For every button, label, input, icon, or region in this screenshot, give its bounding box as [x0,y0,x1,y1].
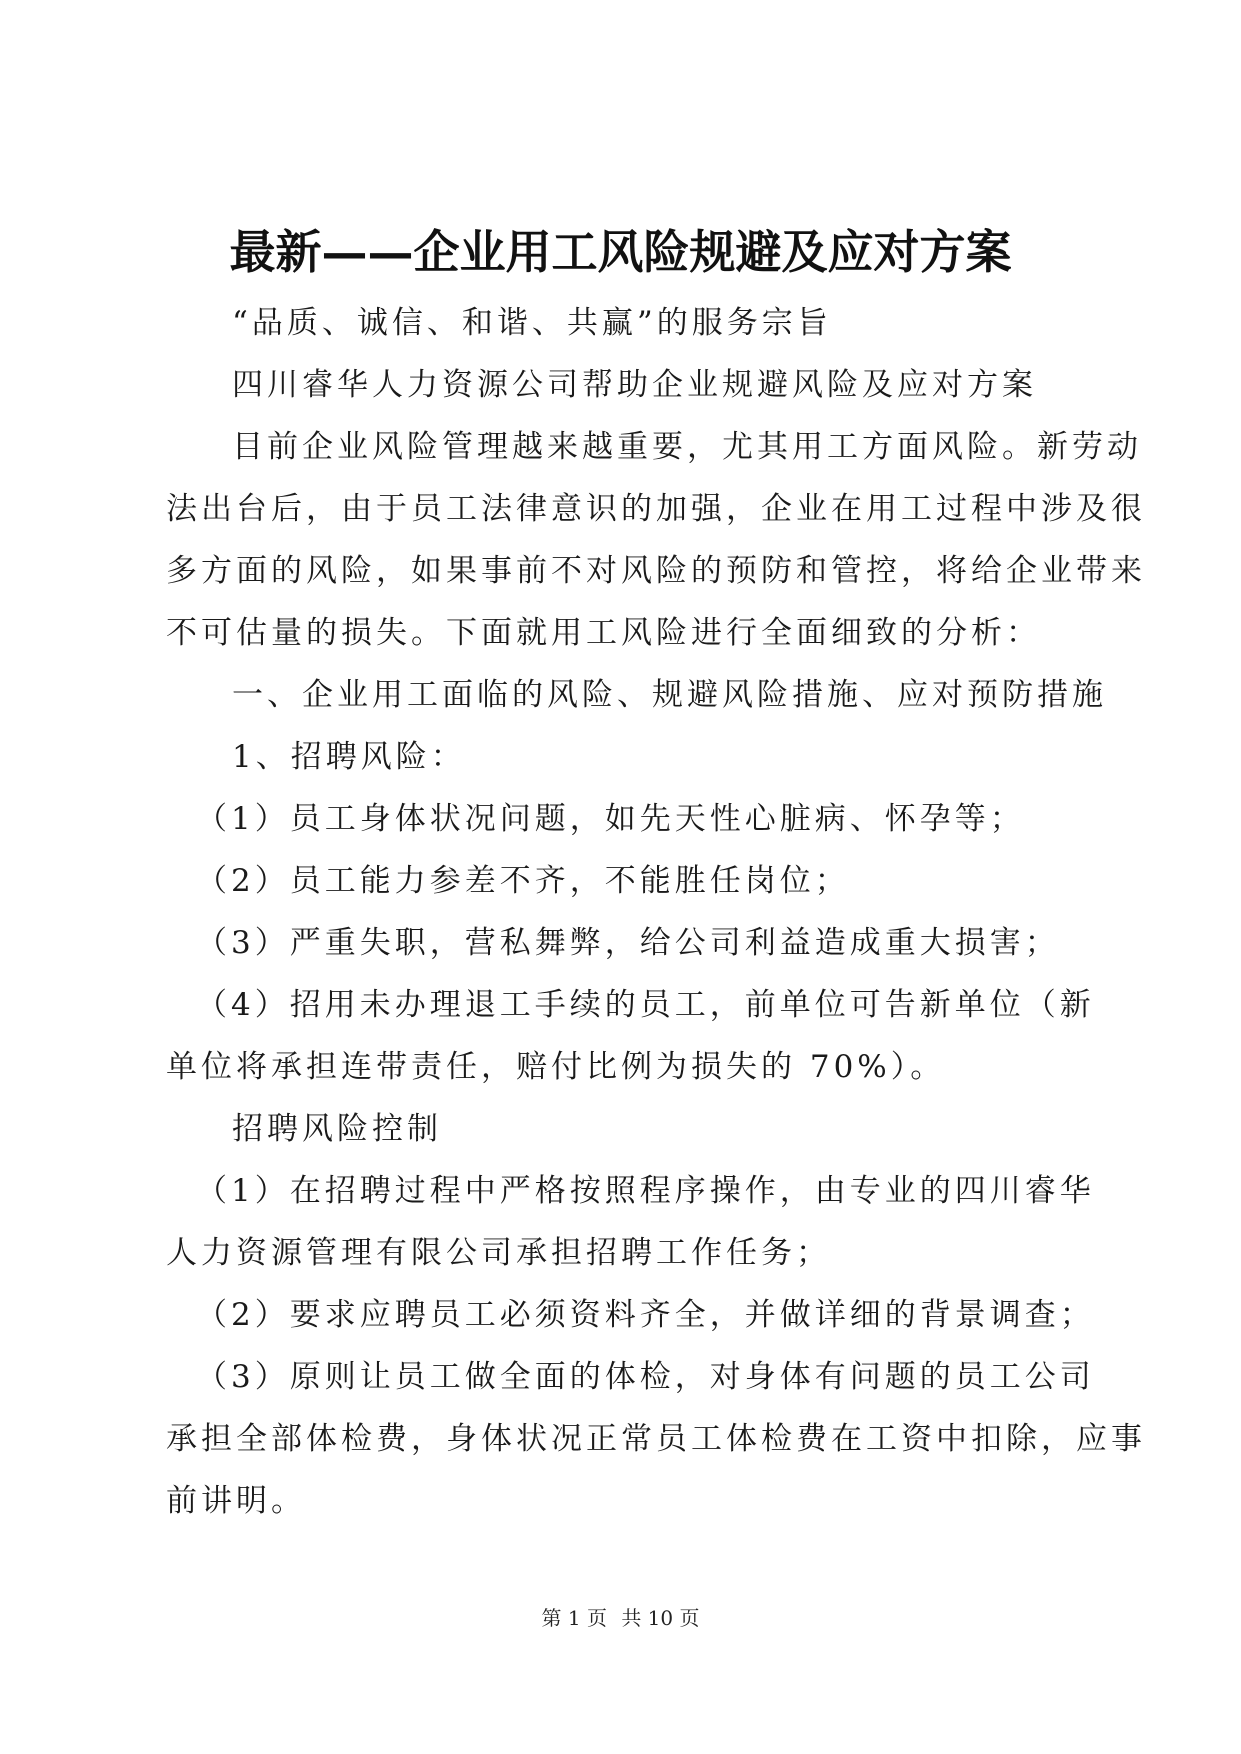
list-item: （2）要求应聘员工必须资料齐全，并做详细的背景调查； [196,1297,1095,1333]
paragraph-line: 法出台后，由于员工法律意识的加强，企业在用工过程中涉及很 [166,491,1146,527]
subsection-heading: 1、招聘风险： [232,739,466,775]
list-item: （3）严重失职，营私舞弊，给公司利益造成重大损害； [196,925,1060,961]
paragraph-line: 四川睿华人力资源公司帮助企业规避风险及应对方案 [232,367,1037,403]
list-item: （3）原则让员工做全面的体检，对身体有问题的员工公司 [196,1359,1095,1395]
paragraph-line: 不可估量的损失。下面就用工风险进行全面细致的分析： [166,615,1041,651]
section-heading: 一、企业用工面临的风险、规避风险措施、应对预防措施 [232,677,1107,713]
list-item-continuation: 单位将承担连带责任，赔付比例为损失的 70%）。 [166,1049,946,1085]
list-item: （4）招用未办理退工手续的员工，前单位可告新单位（新 [196,987,1095,1023]
paragraph-line: 目前企业风险管理越来越重要，尤其用工方面风险。新劳动 [232,429,1142,465]
page-number: 第 1 页 [541,1606,607,1630]
list-item: （1）员工身体状况问题，如先天性心脏病、怀孕等； [196,801,1025,837]
document-title: 最新——企业用工风险规避及应对方案 [229,225,1012,279]
page-footer [0,1604,1241,1632]
page-total: 共 10 页 [621,1606,700,1630]
list-item: （2）员工能力参差不齐，不能胜任岗位； [196,863,850,899]
subsection-heading: 招聘风险控制 [232,1111,442,1147]
document-body [166,292,1146,1532]
list-item-continuation: 人力资源管理有限公司承担招聘工作任务； [166,1235,831,1271]
list-item: （1）在招聘过程中严格按照程序操作，由专业的四川睿华 [196,1173,1095,1209]
list-item-continuation: 前讲明。 [166,1483,306,1519]
paragraph-line: “品质、诚信、和谐、共赢”的服务宗旨 [232,305,832,341]
paragraph-line: 多方面的风险，如果事前不对风险的预防和管控，将给企业带来 [166,553,1146,589]
list-item-continuation: 承担全部体检费，身体状况正常员工体检费在工资中扣除，应事 [166,1421,1146,1457]
